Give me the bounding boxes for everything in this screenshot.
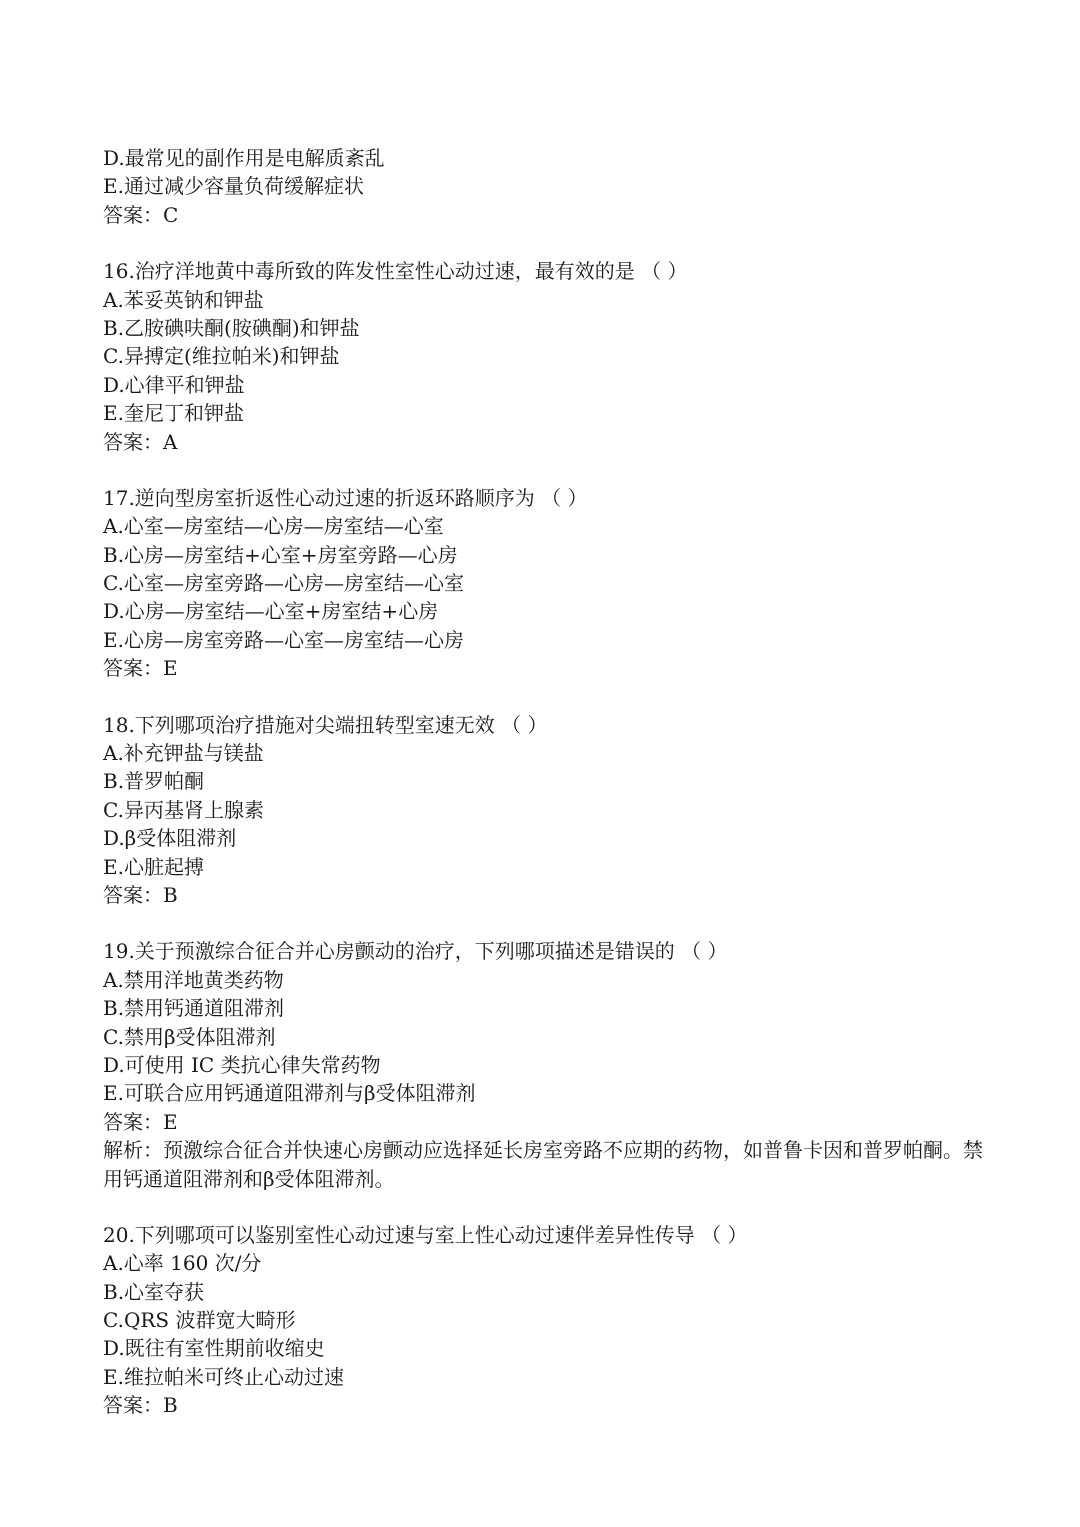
option-c: C.禁用β受体阻滞剂 <box>103 1024 276 1049</box>
option-e: E.通过减少容量负荷缓解症状 <box>103 174 364 199</box>
option-e: E.奎尼丁和钾盐 <box>103 401 244 426</box>
option-d: D.心房—房室结—心室+房室结+心房 <box>103 599 439 624</box>
option-b: B.乙胺碘呋酮(胺碘酮)和钾盐 <box>103 315 360 340</box>
analysis: 解析：预激综合征合并快速心房颤动应选择延长房室旁路不应期的药物，如普鲁卡因和普罗帕酮。禁用钙通道阻滞剂和β受体阻滞剂。 <box>103 1138 983 1191</box>
option-b: B.心室夺获 <box>103 1279 205 1304</box>
option-a: A.苯妥英钠和钾盐 <box>103 287 264 312</box>
question-19 <box>103 937 983 1193</box>
option-d: D.最常见的副作用是电解质紊乱 <box>103 146 385 170</box>
option-c: C.异丙基肾上腺素 <box>103 797 264 822</box>
option-c: C.心室—房室旁路—心房—房室结—心室 <box>103 571 464 596</box>
option-e: E.心脏起搏 <box>103 854 204 879</box>
option-b: B.禁用钙通道阻滞剂 <box>103 996 285 1021</box>
spacer <box>103 229 983 257</box>
option-e: E.维拉帕米可终止心动过速 <box>103 1364 344 1389</box>
option-b: B.心房—房室结+心室+房室旁路—心房 <box>103 542 458 567</box>
answer: 答案：E <box>103 1109 178 1134</box>
option-c: C.QRS 波群宽大畸形 <box>103 1308 296 1333</box>
option-e: E.可联合应用钙通道阻滞剂与β受体阻滞剂 <box>103 1081 476 1106</box>
option-d: D.既往有室性期前收缩史 <box>103 1336 325 1361</box>
option-c: C.异搏定(维拉帕米)和钾盐 <box>103 344 340 369</box>
option-d: D.可使用 IC 类抗心律失常药物 <box>103 1052 381 1077</box>
answer: 答案：B <box>103 1393 178 1418</box>
option-d: D.心律平和钾盐 <box>103 372 245 397</box>
question-stem: 18.下列哪项治疗措施对尖端扭转型室速无效 （ ） <box>103 712 548 737</box>
document-content <box>103 144 983 1420</box>
option-b: B.普罗帕酮 <box>103 769 205 794</box>
spacer <box>103 1193 983 1221</box>
option-e: E.心房—房室旁路—心室—房室结—心房 <box>103 627 464 652</box>
answer: 答案：C <box>103 202 179 227</box>
option-a: A.补充钾盐与镁盐 <box>103 741 264 766</box>
answer: 答案：A <box>103 429 178 454</box>
spacer <box>103 909 983 937</box>
option-a: A.心率 160 次/分 <box>103 1251 262 1276</box>
answer: 答案：B <box>103 882 178 907</box>
option-a: A.禁用洋地黄类药物 <box>103 967 284 992</box>
option-a: A.心室—房室结—心房—房室结—心室 <box>103 514 444 539</box>
answer: 答案：E <box>103 656 178 681</box>
spacer <box>103 456 983 484</box>
question-20 <box>103 1221 983 1420</box>
question-17 <box>103 484 983 683</box>
question-16 <box>103 257 983 456</box>
question-stem: 19.关于预激综合征合并心房颤动的治疗，下列哪项描述是错误的 （ ） <box>103 939 728 964</box>
question-stem: 17.逆向型房室折返性心动过速的折返环路顺序为 （ ） <box>103 485 588 510</box>
previous-question-tail <box>103 144 983 229</box>
question-stem: 16.治疗洋地黄中毒所致的阵发性室性心动过速，最有效的是 （ ） <box>103 259 688 284</box>
option-d: D.β受体阻滞剂 <box>103 826 237 851</box>
question-18 <box>103 711 983 910</box>
spacer <box>103 683 983 711</box>
question-stem: 20.下列哪项可以鉴别室性心动过速与室上性心动过速伴差异性传导 （ ） <box>103 1222 748 1247</box>
